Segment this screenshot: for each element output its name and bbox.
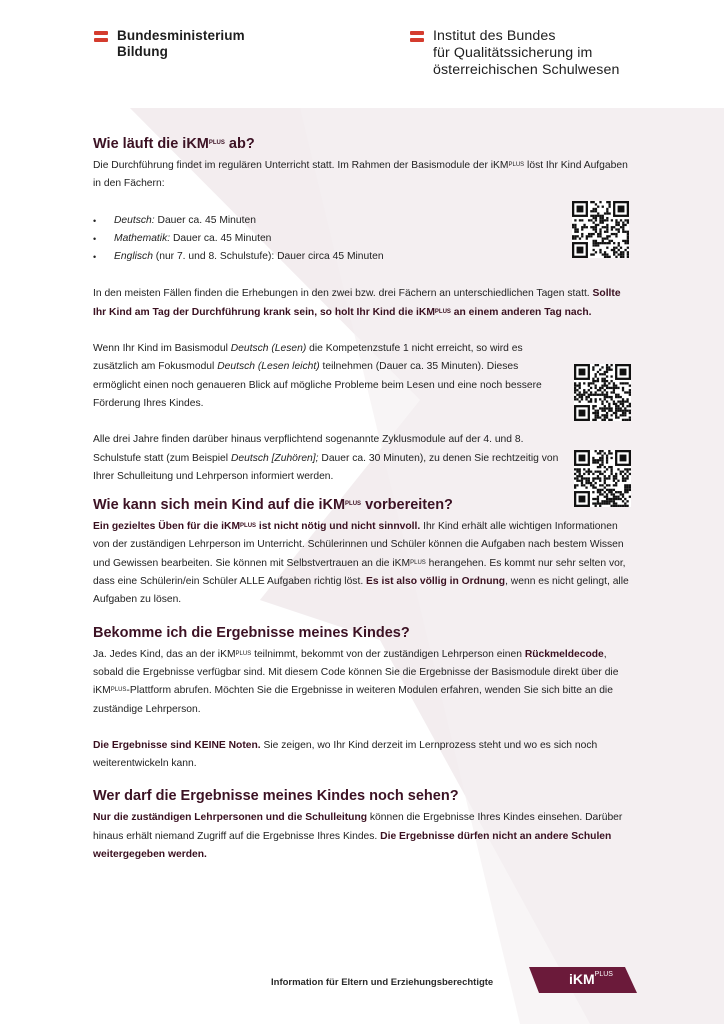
no-grades-paragraph: Die Ergebnisse sind KEINE Noten. Sie zeigen, wo Ihr Kind derzeit im Lernprozess steht und wo es sich noch weiterentwickeln kann. xyxy=(93,739,598,770)
institute-logo xyxy=(410,28,619,79)
institute-name-line-1: Institut des Bundes xyxy=(433,28,556,44)
austrian-flag-icon xyxy=(410,31,424,45)
footer-audience-label: Information für Eltern und Erziehungsberechtigte xyxy=(271,977,494,988)
brand-name: iKM xyxy=(569,971,595,987)
section-heading-process: Wie läuft die iKM$^{PLUS}$ ab? xyxy=(93,136,255,152)
qr-code-reading[interactable] xyxy=(574,364,631,421)
austrian-flag-icon xyxy=(94,31,108,45)
process-intro: Die Durchführung findet im regulären Unterricht statt. Im Rahmen der Basismodule der iKM$^{PLUS}$ löst Ihr Kind Aufgaben in den Fächern: xyxy=(93,160,628,190)
results-paragraph: Ja. Jedes Kind, das an der iKM$^{PLUS}$ teilnimmt, bekommt von der zuständigen Lehrperson einen Rückmeldecode, sobald die Ergebnisse verfügbar sind. Mit diesem Code können Sie die Ergebnisse der Basismodule direkt über die iKM$^{PLUS}$-Plattform abrufen. Möchten Sie die Ergebnisse in weiteren Modulen erfahren, wenden Sie sich bitte an die zuständige Lehrperson. xyxy=(93,648,619,715)
preparation-paragraph: Ein gezieltes Üben für die iKM$^{PLUS}$ ist nicht nötig und nicht sinnvoll. Ihr Kind erhält alle wichtigen Informationen von der zuständigen Lehrperson im Unterricht. Schülerinnen und Schüler können die Aufgaben nach bestem Wissen und Gewissen bearbeiten. Sie können mit Selbstvertrauen an die iKM$^{PLUS}$ herangehen. Es kommt nur sehr selten vor, dass eine Schülerin/ein Schüler ALLE Aufgaben richtig löst. Es ist also völlig in Ordnung, wenn es nicht gelingt, alle Aufgaben zu lösen. xyxy=(93,521,629,606)
brand-superscript: PLUS xyxy=(594,971,613,978)
institute-name-line-3: österreichischen Schulwesen xyxy=(433,62,620,78)
list-item: • Deutsch: Dauer ca. 45 Minuten xyxy=(93,212,631,230)
ikm-plus-brand-badge xyxy=(529,967,637,993)
focus-module-paragraph: Wenn Ihr Kind im Basismodul Deutsch (Lesen) die Kompetenzstufe 1 nicht erreicht, so wird es zusätzlich am Fokusmodul Deutsch (Lesen leicht) teilnehmen (Dauer ca. 35 Minuten). Dieses ermöglicht einen noch genaueren Blick auf mögliche Probleme beim Lesen und eine noch bessere Förderung Ihres Kindes. xyxy=(93,343,542,409)
sick-day-paragraph: In den meisten Fällen finden die Erhebungen in den zwei bzw. drei Fächern an unterschiedlichen Tagen statt. Sollte Ihr Kind am Tag der Durchführung krank sein, so holt Ihr Kind die iKM$^{PLUS}$ an einem anderen Tag nach. xyxy=(93,288,621,318)
institute-name-line-2: für Qualitätssicherung im xyxy=(433,45,593,61)
document-body xyxy=(93,135,631,864)
section-heading-preparation: Wie kann sich mein Kind auf die iKM$^{PLUS}$ vorbereiten? xyxy=(93,497,453,514)
page-header xyxy=(0,28,724,88)
ministry-logo xyxy=(94,28,245,60)
list-item: • Englisch (nur 7. und 8. Schulstufe): Dauer circa 45 Minuten xyxy=(93,248,631,266)
qr-code-subjects[interactable] xyxy=(572,201,629,258)
cycle-module-paragraph: Alle drei Jahre finden darüber hinaus verpflichtend sogenannte Zyklusmodule auf der 4. und 8. Schulstufe statt (zum Beispiel Deutsch [Zuhören]; Dauer ca. 30 Minuten), zu denen Sie rechtzeitig von Ihrer Schulleitung und Lehrperson informiert werden. xyxy=(93,434,559,482)
ministry-name-line-2: Bildung xyxy=(117,44,168,59)
subject-list xyxy=(93,212,631,267)
access-paragraph: Nur die zuständigen Lehrpersonen und die Schulleitung können die Ergebnisse Ihres Kindes einsehen. Darüber hinaus erhält niemand Zugriff auf die Ergebnisse Ihres Kindes. Die Ergebnisse dürfen nicht an andere Schulen weitergegeben werden. xyxy=(93,812,623,861)
ministry-name-line-1: Bundesministerium xyxy=(117,28,245,43)
section-heading-results: Bekomme ich die Ergebnisse meines Kindes? xyxy=(93,624,410,641)
qr-code-cycle-modules[interactable] xyxy=(574,450,631,507)
list-item: • Mathematik: Dauer ca. 45 Minuten xyxy=(93,230,631,248)
section-heading-access: Wer darf die Ergebnisse meines Kindes noch sehen? xyxy=(93,788,459,805)
